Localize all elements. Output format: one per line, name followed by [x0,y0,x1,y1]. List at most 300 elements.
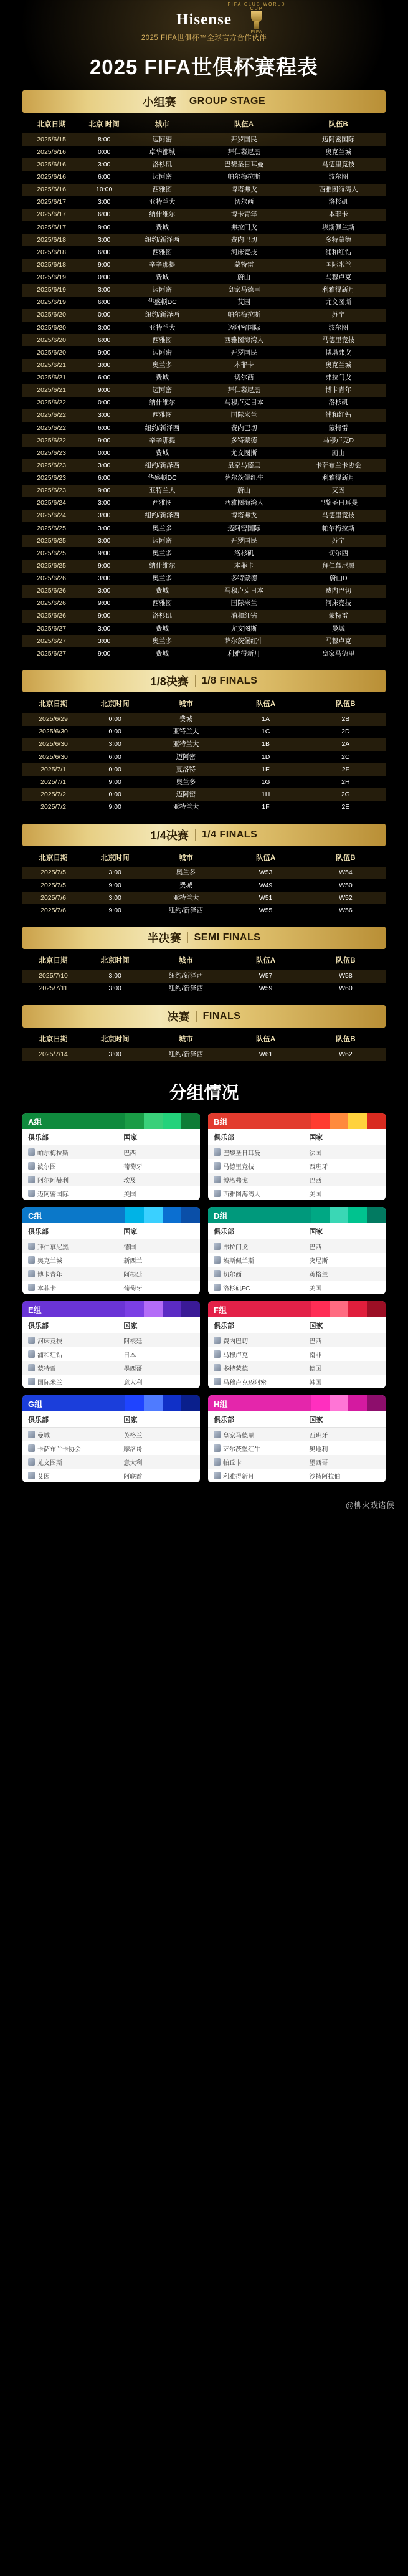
table-row [22,221,386,234]
table-cell: 0:00 [84,788,146,801]
country-name: 意大利 [123,1379,143,1386]
table-cell: 皇家马德里 [197,284,292,297]
table-cell: 费城 [155,274,169,282]
table-row [22,146,386,158]
table-cell: 波尔图 [328,173,348,181]
club-cell [214,1336,309,1345]
list-item [22,1159,200,1173]
table-cell: 波尔图 [328,323,348,332]
club-crest-icon [214,1378,221,1385]
table-cell: 马穆卢克D [291,434,386,447]
club-crest-icon [28,1256,35,1264]
table-row [22,171,386,184]
group-card [22,1301,200,1388]
club-cell [214,1242,309,1251]
table-cell: 3:00 [80,234,128,246]
group-card-header [208,1113,386,1129]
table-cell: 3:00 [84,970,146,983]
col-club: 俱乐部 [214,1134,234,1142]
knockout-body [22,970,386,995]
table-cell: 蒙特雷 [328,424,348,432]
table-cell: 奥兰多 [176,778,196,786]
list-item [22,1173,200,1186]
table-cell: 费城 [155,449,169,457]
table-cell: 费内巴切 [197,234,292,246]
country-name: 美国 [123,1191,136,1198]
group-color-stripes [311,1113,386,1129]
table-row [22,133,386,146]
group-name: C组 [28,1211,42,1221]
table-header-row [22,1033,386,1048]
column-header: 城市 [178,700,193,708]
club-cell [28,1175,123,1185]
table-cell: 亚特兰大 [173,728,199,736]
table-row [22,560,386,572]
table-cell: 2025/6/26 [22,585,80,598]
column-header: 北京时间 [100,1035,130,1043]
table-cell: 利雅得新月 [321,474,355,482]
section-banner-group-stage [22,90,386,113]
knockout-sections [0,670,408,1061]
table-row [22,585,386,598]
section-banner [22,1005,386,1028]
table-cell: 9:00 [80,485,128,497]
table-cell: 8:00 [80,133,128,146]
table-cell: 6:00 [80,334,128,346]
table-cell: 3:00 [97,198,111,206]
table-row [22,535,386,547]
table-cell: 国际米兰 [291,259,386,271]
table-cell: 0:00 [97,449,111,457]
table-cell: W58 [306,970,386,983]
partner-line: 2025 FIFA世俱杯™全球官方合作伙伴 [141,34,267,42]
country-name: 西班牙 [309,1163,328,1171]
table-cell: 奥克兰城 [325,148,352,156]
table-cell: 华盛顿DC [148,298,177,307]
table-cell: 苏宁 [291,535,386,547]
club-cell [214,1444,309,1453]
table-row [22,598,386,610]
club-name: 蒙特雷 [37,1365,56,1373]
table-cell: 2025/6/22 [22,434,80,447]
section-title-cn: 1/8决赛 [150,675,189,689]
divider [196,1011,197,1022]
group-stage-table-wrap [22,118,386,660]
group-name: F组 [214,1305,227,1315]
table-cell: 西雅图海湾人 [197,334,292,346]
section-title-en: 1/4 FINALS [201,829,258,840]
table-cell: 3:00 [80,510,128,522]
club-crest-icon [28,1162,35,1170]
table-cell: 0:00 [97,399,111,407]
column-header: 队伍A [255,700,276,708]
table-cell: 3:00 [80,535,128,547]
table-header-row [22,954,386,970]
table-cell: 0:00 [97,148,111,156]
club-crest-icon [214,1350,221,1358]
country-name: 西班牙 [309,1432,328,1439]
table-cell: 费城 [179,881,192,889]
table-cell: 巴黎圣日耳曼 [318,499,358,507]
table-cell: 切尔西 [234,374,254,382]
table-cell: W50 [339,881,353,889]
list-item [208,1173,386,1186]
group-name: D组 [214,1211,228,1221]
club-cell [214,1350,309,1359]
club-cell [28,1363,123,1373]
table-cell: 切尔西 [234,198,254,206]
club-cell [28,1269,123,1279]
col-country: 国家 [123,1416,138,1424]
knockout-body [22,867,386,917]
table-cell: 2025/6/16 [22,158,80,171]
table-cell: 3:00 [97,575,111,583]
group-name: A组 [28,1117,42,1127]
table-cell: 奥兰多 [128,359,197,371]
group-card [208,1301,386,1388]
table-row [22,234,386,246]
table-cell: 洛杉矶 [328,198,348,206]
club-crest-icon [214,1458,221,1466]
column-header: 北京日期 [39,1035,68,1043]
column-header: 北京时间 [100,854,130,862]
table-row [22,879,386,892]
club-name: 马穆卢克 [223,1352,248,1359]
col-country: 国家 [309,1416,323,1424]
country-name: 墨西哥 [309,1459,328,1467]
groups-grid [22,1113,386,1482]
col-club: 俱乐部 [28,1134,49,1142]
club-name: 多特蒙德 [223,1365,248,1373]
table-row [22,334,386,346]
table-cell: 蒙特雷 [197,259,292,271]
table-cell: 西雅图海湾人 [224,499,264,507]
club-name: 西雅图海湾人 [223,1191,260,1198]
list-item [208,1375,386,1388]
club-crest-icon [28,1337,35,1344]
table-row [22,983,386,995]
club-name: 帕尔梅拉斯 [37,1150,69,1157]
table-cell: 蔚山 [197,485,292,497]
group-card-header [22,1301,200,1317]
group-card-header [22,1207,200,1223]
table-cell: 纽约/新泽西 [128,234,197,246]
table-cell: 马德里竞技 [291,158,386,171]
table-cell: 皇家马德里 [321,649,355,657]
table-cell: 帕尔梅拉斯 [321,524,355,532]
club-name: 拜仁慕尼黑 [37,1244,69,1251]
club-crest-icon [28,1243,35,1250]
club-name: 艾因 [37,1473,50,1481]
country-name: 葡萄牙 [123,1163,143,1171]
table-cell: 马穆卢克日本 [197,585,292,598]
table-cell: W54 [306,867,386,879]
table-cell: 埃斯佩兰斯 [321,223,355,231]
col-club: 俱乐部 [214,1322,234,1330]
group-subheader [208,1411,386,1428]
table-cell: 马穆卢克日本 [224,399,264,407]
table-cell: 3:00 [97,323,111,332]
club-cell [214,1457,309,1467]
table-cell: 浦和红钻 [325,248,352,256]
list-item [22,1361,200,1375]
club-name: 洛杉矶FC [223,1285,250,1292]
list-item [22,1253,200,1267]
club-name: 迈阿密国际 [37,1191,69,1198]
group-color-stripes [311,1395,386,1411]
table-header-row [22,118,386,133]
table-header-row [22,697,386,713]
table-cell: 西雅图海湾人 [291,184,386,196]
table-row [22,547,386,560]
group-card [22,1395,200,1482]
table-cell: W53 [225,867,305,879]
club-name: 曼城 [37,1432,50,1439]
list-item [208,1455,386,1469]
group-stage-table [22,118,386,660]
list-item [208,1145,386,1159]
club-name: 马德里竞技 [223,1163,254,1171]
club-cell [214,1283,309,1292]
table-row [22,904,386,917]
club-crest-icon [28,1350,35,1358]
table-cell: 2025/6/19 [37,298,66,307]
table-cell: 2025/6/27 [37,624,66,632]
table-cell: 萨尔茨堡红牛 [197,635,292,647]
table-cell: 浦和红钻 [197,610,292,623]
list-item [208,1347,386,1361]
table-cell: W59 [259,985,273,993]
club-crest-icon [28,1284,35,1291]
table-row [22,738,386,751]
table-cell: 1E [225,763,305,776]
table-cell: W61 [225,1048,305,1061]
club-crest-icon [214,1444,221,1452]
col-country: 国家 [123,1322,138,1330]
table-cell: 西雅图 [152,248,173,256]
club-crest-icon [214,1270,221,1277]
table-cell: 1G [261,778,270,786]
column-header: 北京时间 [100,700,130,708]
list-item [22,1267,200,1281]
table-cell: 9:00 [80,610,128,623]
knockout-table-wrap [22,851,386,917]
club-cell [28,1189,123,1198]
table-cell: 夏洛特 [146,763,225,776]
group-subheader [208,1129,386,1145]
table-cell: 卓华都城 [149,148,176,156]
table-cell: 2025/6/30 [39,753,68,761]
table-cell: 迈阿密 [128,384,197,397]
group-subheader [22,1129,200,1145]
country-name: 葡萄牙 [123,1285,143,1292]
table-cell: 费城 [155,649,169,657]
column-header: 城市 [178,854,193,862]
table-row [22,647,386,660]
club-cell [28,1162,123,1171]
table-cell: 洛杉矶 [128,158,197,171]
col-country: 国家 [123,1228,138,1236]
table-cell: 6:00 [97,374,111,382]
table-cell: 2G [306,788,386,801]
table-cell: 博卡青年 [197,209,292,221]
group-name: H组 [214,1399,228,1409]
table-cell: 亚特兰大 [173,803,199,811]
table-cell: 马德里竞技 [291,334,386,346]
column-header: 北京日期 [39,700,68,708]
column-header: 队伍A [255,1035,276,1043]
group-stage-body [22,133,386,660]
table-cell: 2025/6/22 [37,424,66,432]
table-cell: 纽约/新泽西 [145,424,180,432]
table-cell: 3:00 [84,1048,146,1061]
table-row [22,459,386,472]
club-crest-icon [28,1378,35,1385]
table-cell: 2025/6/24 [22,510,80,522]
table-row [22,510,386,522]
hisense-logo: Hisense [176,11,232,28]
table-cell: 3:00 [80,158,128,171]
section-title-en: GROUP STAGE [189,96,266,107]
group-color-stripes [125,1395,200,1411]
table-cell: 本菲卡 [197,359,292,371]
group-color-stripes [125,1301,200,1317]
table-row [22,751,386,763]
table-cell: 9:00 [108,803,121,811]
group-color-stripes [311,1301,386,1317]
section-title-cn: 半决赛 [147,932,181,945]
table-cell: 博塔弗戈 [325,348,352,356]
table-cell: W51 [225,892,305,904]
section-banner [22,824,386,846]
knockout-table-wrap [22,1033,386,1061]
country-name: 巴西 [309,1338,322,1345]
table-cell: 费城 [155,223,169,231]
table-cell: 2025/6/22 [37,399,66,407]
table-cell: 2025/6/25 [22,535,80,547]
section-banner [22,927,386,949]
country-name: 埃及 [123,1177,136,1185]
country-name: 突尼斯 [309,1257,328,1265]
table-cell: 9:00 [97,223,111,231]
table-cell: 博塔弗戈 [197,510,292,522]
table-cell: 0:00 [108,728,121,736]
column-header: 北京日期 [39,957,68,965]
club-cell [28,1148,123,1157]
club-cell [214,1148,309,1157]
table-cell: 2C [341,753,350,761]
table-row [22,259,386,271]
table-cell: 2D [341,728,350,736]
club-cell [28,1444,123,1453]
table-row [22,322,386,334]
watermark: @柳火戏诸侯 [345,1500,394,1510]
section-banner [22,670,386,692]
club-name: 皇家马德里 [223,1432,254,1439]
group-card [22,1207,200,1294]
club-crest-icon [28,1176,35,1183]
table-cell: 费内巴切 [230,424,257,432]
country-name: 阿根廷 [123,1338,143,1345]
table-cell: 萨尔茨堡红牛 [224,474,264,482]
table-cell: 2025/6/25 [37,524,66,532]
table-cell: 2025/6/17 [37,198,66,206]
club-name: 巴黎圣日耳曼 [223,1150,260,1157]
knockout-table [22,851,386,917]
table-cell: 迈阿密国际 [227,524,260,532]
table-cell: 蔚山D [329,575,348,583]
list-item [22,1239,200,1253]
table-cell: 迈阿密 [152,348,173,356]
table-cell: 卡萨布兰卡协会 [291,459,386,472]
list-item [208,1469,386,1482]
table-cell: 9:00 [80,259,128,271]
table-cell: 0:00 [84,763,146,776]
list-item [208,1361,386,1375]
group-subheader [208,1317,386,1333]
club-crest-icon [214,1431,221,1438]
table-cell: 2025/6/20 [22,309,80,322]
table-row [22,359,386,371]
country-name: 奥地利 [309,1446,328,1453]
group-card-header [22,1395,200,1411]
divider [195,829,196,841]
club-name: 利雅得新月 [223,1473,254,1481]
country-name: 英格兰 [123,1432,143,1439]
table-cell: 2025/7/1 [40,778,66,786]
club-cell [28,1350,123,1359]
club-cell [214,1363,309,1373]
table-cell: 3:00 [80,359,128,371]
knockout-table-wrap [22,954,386,995]
country-name: 意大利 [123,1459,143,1467]
column-header: 队伍A [255,957,276,965]
table-cell: 河床竞技 [230,248,257,256]
table-cell: 西雅图 [152,599,173,608]
table-row [22,623,386,635]
table-cell: W62 [306,1048,386,1061]
table-cell: 2E [341,803,350,811]
badge-arc-text: FIFA CLUB WORLD CUP [227,2,286,11]
group-name: G组 [28,1399,43,1409]
table-cell: 6:00 [97,298,111,307]
table-cell: 9:00 [97,599,111,608]
table-cell: 多特蒙德 [197,434,292,447]
table-cell: 蔚山 [237,274,251,282]
club-cell [28,1430,123,1439]
table-cell: 纽约/新泽西 [146,970,225,983]
table-row [22,184,386,196]
table-row [22,788,386,801]
table-cell: 国际米兰 [197,409,292,422]
table-cell: 浦和红钻 [291,409,386,422]
col-country: 国家 [309,1228,323,1236]
table-cell: 2025/7/14 [22,1048,84,1061]
table-cell: 2025/6/16 [22,184,80,196]
col-country: 国家 [123,1134,138,1142]
table-cell: 1B [225,738,305,751]
group-card [208,1207,386,1294]
country-name: 德国 [309,1365,322,1373]
table-cell: 纳什维尔 [128,560,197,572]
club-name: 本菲卡 [37,1285,56,1292]
table-cell: 9:00 [97,649,111,657]
section-title-en: 1/8 FINALS [201,675,258,687]
table-header-row [22,851,386,867]
table-row [22,158,386,171]
col-date: 北京日期 [37,121,66,128]
group-card-header [208,1395,386,1411]
